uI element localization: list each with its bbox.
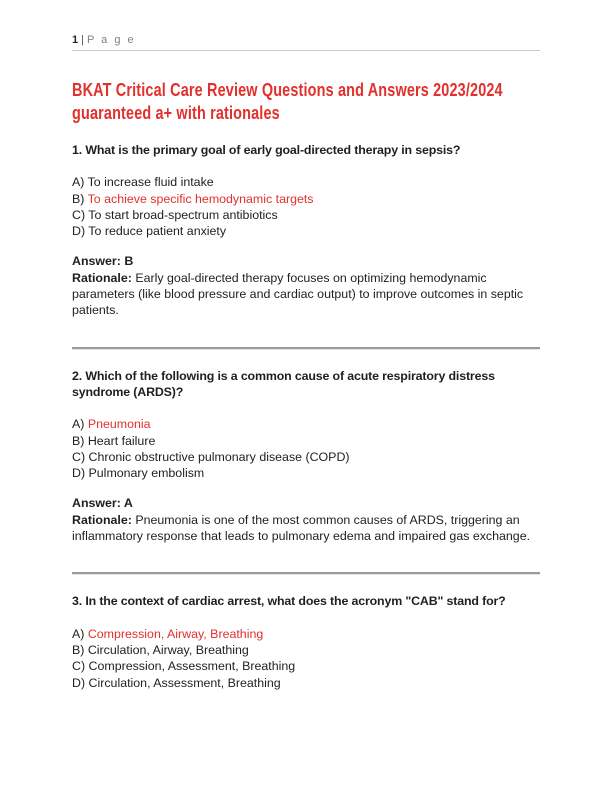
rationale-label: Rationale: — [72, 270, 132, 285]
option-text: Circulation, Assessment, Breathing — [88, 675, 281, 690]
option-text: To achieve specific hemodynamic targets — [87, 191, 314, 206]
option-row — [72, 433, 540, 449]
header-separator: | — [81, 34, 84, 46]
option-text: To increase fluid intake — [87, 175, 214, 190]
question-2-answer-block — [72, 495, 540, 544]
option-label: D) — [72, 466, 86, 481]
option-row — [72, 416, 540, 432]
option-row — [72, 658, 540, 674]
question-2-options — [72, 416, 540, 481]
option-text: Circulation, Airway, Breathing — [87, 642, 249, 657]
question-block-1 — [72, 142, 540, 319]
option-label: D) — [72, 675, 86, 690]
page-number: 1 — [72, 34, 79, 46]
question-1-heading: 1. What is the primary goal of early goal-directed therapy in sepsis? — [72, 143, 461, 157]
question-2-heading: 2. Which of the following is a common cause of acute respiratory distress syndrome (ARDS)? — [72, 368, 495, 399]
section-divider — [72, 572, 540, 575]
option-text: Chronic obstructive pulmonary disease (COPD) — [88, 449, 350, 464]
option-text: Compression, Assessment, Breathing — [88, 659, 296, 674]
option-label: C) — [72, 449, 86, 464]
question-block-2 — [72, 368, 540, 545]
answer-line: Answer: B — [72, 254, 134, 269]
option-text: Pulmonary embolism — [88, 466, 205, 481]
question-1-options — [72, 174, 540, 239]
option-text: Compression, Airway, Breathing — [87, 626, 264, 641]
answer-line: Answer: A — [72, 496, 133, 511]
option-row — [72, 223, 540, 239]
document-title-line2: guaranteed a+ with rationales — [72, 102, 280, 123]
option-row — [72, 465, 540, 481]
option-row — [72, 191, 540, 207]
option-label: B) — [72, 433, 85, 448]
option-label: A) — [72, 175, 85, 190]
option-label: B) — [72, 191, 85, 206]
option-label: B) — [72, 642, 85, 657]
rationale-paragraph — [72, 512, 540, 545]
question-3-options — [72, 626, 540, 691]
option-text: To reduce patient anxiety — [88, 224, 227, 239]
rationale-text: Pneumonia is one of the most common causes of ARDS, triggering an inflammatory response that leads to pulmonary edema and impaired gas exchange. — [72, 512, 531, 544]
option-text: To start broad-spectrum antibiotics — [88, 207, 278, 222]
option-text: Heart failure — [87, 433, 156, 448]
option-row — [72, 449, 540, 465]
option-row — [72, 675, 540, 691]
document-title-line1: BKAT Critical Care Review Questions and Answers 2023/2024 — [72, 79, 503, 100]
option-row — [72, 626, 540, 642]
page-word: P a g e — [86, 34, 136, 46]
rationale-label: Rationale: — [72, 512, 132, 527]
rationale-paragraph — [72, 270, 540, 319]
question-1-answer-block — [72, 253, 540, 318]
option-label: C) — [72, 659, 86, 674]
option-label: D) — [72, 224, 86, 239]
document-title — [72, 78, 503, 124]
option-text: Pneumonia — [87, 417, 151, 432]
section-divider — [72, 347, 540, 350]
option-label: A) — [72, 626, 85, 641]
rationale-text: Early goal-directed therapy focuses on optimizing hemodynamic parameters (like blood pressure and cardiac output) to improve outcomes in septic patients. — [72, 270, 524, 318]
question-3-heading: 3. In the context of cardiac arrest, what does the acronym "CAB" stand for? — [72, 594, 506, 609]
option-label: A) — [72, 417, 85, 432]
option-row — [72, 642, 540, 658]
option-row — [72, 207, 540, 223]
option-label: C) — [72, 207, 86, 222]
page-header — [72, 34, 540, 51]
question-block-3 — [72, 593, 540, 690]
option-row — [72, 174, 540, 190]
